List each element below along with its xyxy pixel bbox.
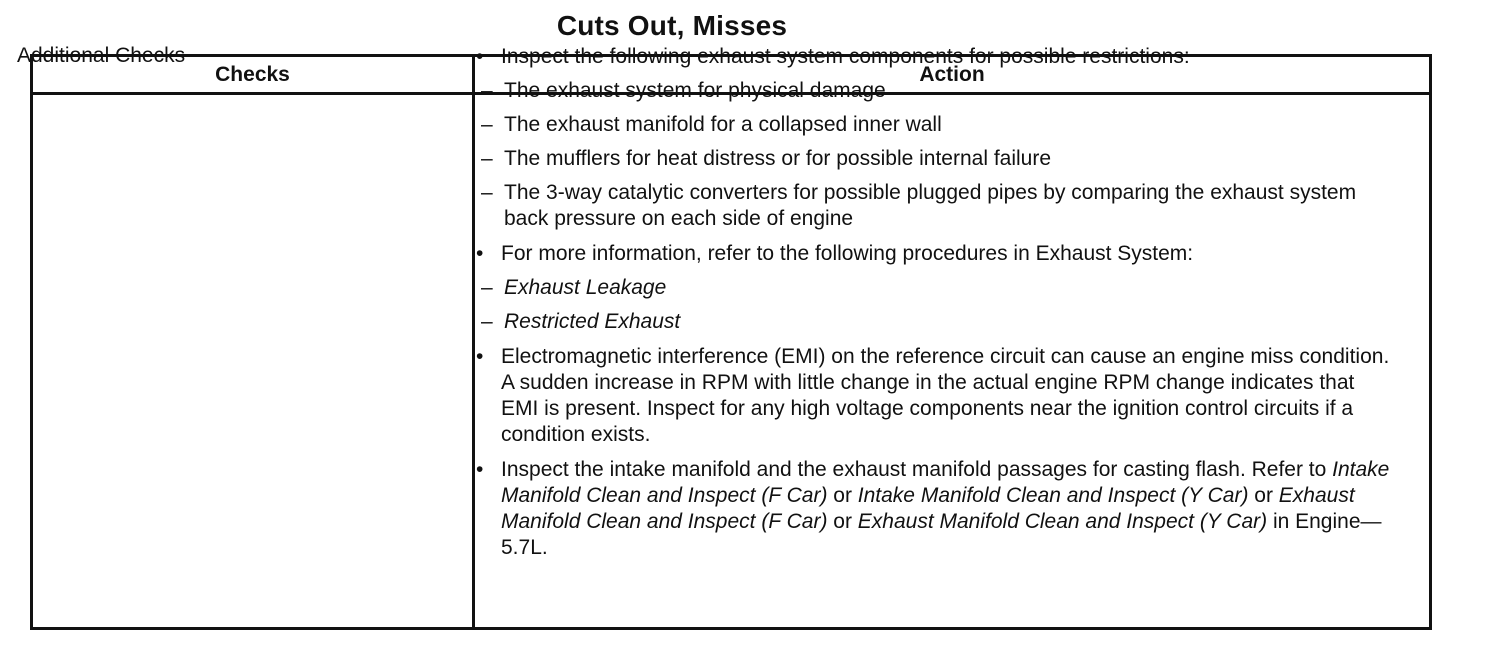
dash-icon: – xyxy=(481,310,493,333)
sub-item-text: The 3-way catalytic converters for possible plugged pipes by comparing the exhaust system back pressure on each side of engine xyxy=(504,181,1357,230)
text-segment: Inspect the intake manifold and the exhaust manifold passages for casting flash. Refer to xyxy=(501,458,1333,481)
action-bullet-emi xyxy=(472,344,1392,448)
text-segment: or xyxy=(827,510,858,533)
action-bullet-casting-flash xyxy=(472,457,1392,561)
sub-item-text: The exhaust manifold for a collapsed inner wall xyxy=(504,113,942,136)
procedure-reference: Exhaust Manifold Clean and Inspect (Y Car) xyxy=(857,510,1268,533)
bullet-text xyxy=(501,458,1389,559)
sub-item xyxy=(472,78,1392,104)
sub-item-text: The exhaust system for physical damage xyxy=(504,79,886,102)
bullet-icon: • xyxy=(476,242,484,265)
dash-icon: – xyxy=(481,276,493,299)
sub-item xyxy=(472,309,1392,335)
procedure-reference: Intake Manifold Clean and Inspect (Y Car) xyxy=(857,484,1249,507)
bullet-text: Inspect the following exhaust system components for possible restrictions: xyxy=(501,45,1190,68)
dash-icon: – xyxy=(481,147,493,170)
text-segment: or xyxy=(827,484,858,507)
sub-item xyxy=(472,112,1392,138)
sub-item xyxy=(472,180,1392,232)
bullet-icon: • xyxy=(476,45,484,68)
procedure-reference: Exhaust Manifold Clean and Inspect (F Car) xyxy=(501,484,1355,533)
dash-icon: – xyxy=(481,181,493,204)
dash-icon: – xyxy=(481,113,493,136)
sub-item xyxy=(472,275,1392,301)
bullet-icon: • xyxy=(476,458,484,481)
text-segment: in Engine— 5.7L. xyxy=(501,510,1382,559)
checks-column-header: Checks xyxy=(215,63,290,86)
document-title: Cuts Out, Misses xyxy=(556,10,788,41)
action-column-header: Action xyxy=(919,63,985,86)
action-cell xyxy=(472,44,1392,561)
procedure-reference: Restricted Exhaust xyxy=(504,310,681,333)
dash-icon: – xyxy=(481,79,493,102)
procedure-reference: Exhaust Leakage xyxy=(504,276,667,299)
procedure-reference: Intake Manifold Clean and Inspect (F Car) xyxy=(501,458,1390,507)
bullet-icon: • xyxy=(476,345,484,368)
action-bullet-restrictions xyxy=(472,44,1392,70)
action-bullet-more-info xyxy=(472,241,1392,267)
text-segment: or xyxy=(1248,484,1279,507)
sub-item xyxy=(472,146,1392,172)
checks-cell: Additional Checks xyxy=(17,44,186,67)
sub-item-text: The mufflers for heat distress or for possible internal failure xyxy=(504,147,1052,170)
bullet-text: For more information, refer to the following procedures in Exhaust System: xyxy=(501,242,1194,265)
bullet-text: Electromagnetic interference (EMI) on the reference circuit can cause an engine miss condition. A sudden increase in RPM with little change in the actual engine RPM change indicates that EMI is present. Inspect for any high voltage components near the ignition control circuits if a condition exists. xyxy=(501,345,1390,446)
